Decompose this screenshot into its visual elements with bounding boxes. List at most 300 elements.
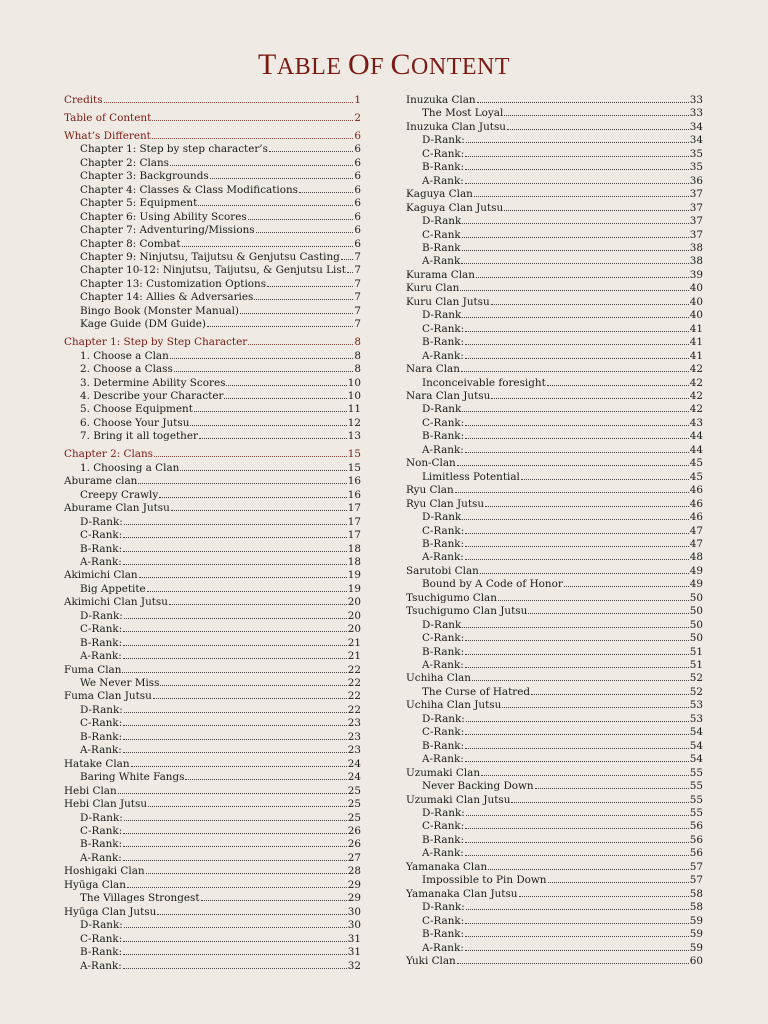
toc-entry[interactable] xyxy=(64,664,361,677)
toc-entry-label: B-Rank: xyxy=(422,537,465,550)
toc-entry[interactable] xyxy=(406,148,703,161)
toc-entry-page: 53 xyxy=(689,712,703,725)
dot-leader xyxy=(564,578,689,587)
toc-entry[interactable] xyxy=(406,390,703,403)
toc-entry-page: 44 xyxy=(689,430,703,443)
toc-entry[interactable] xyxy=(64,623,361,636)
toc-entry-page: 32 xyxy=(347,959,361,972)
toc-entry[interactable] xyxy=(406,417,703,430)
toc-entry-page: 55 xyxy=(689,780,703,793)
toc-entry[interactable] xyxy=(406,713,703,726)
dot-leader xyxy=(462,511,688,520)
toc-entry[interactable] xyxy=(406,726,703,739)
dot-leader xyxy=(159,489,347,498)
toc-entry-page: 54 xyxy=(689,726,703,739)
toc-entry[interactable] xyxy=(406,847,703,860)
toc-entry[interactable] xyxy=(64,184,361,197)
dot-leader xyxy=(465,753,689,762)
toc-entry-page: 17 xyxy=(347,515,361,528)
toc-entry[interactable] xyxy=(406,188,703,201)
dot-leader xyxy=(507,121,689,130)
dot-leader xyxy=(210,170,354,179)
toc-entry-label: B-Rank: xyxy=(422,928,465,941)
toc-entry[interactable] xyxy=(64,251,361,264)
dot-leader xyxy=(146,865,347,874)
toc-entry-page: 21 xyxy=(347,636,361,649)
toc-entry[interactable] xyxy=(406,323,703,336)
toc-entry-label: Akimichi Clan Jutsu xyxy=(64,596,168,609)
toc-entry-label: Hoshigaki Clan xyxy=(64,865,145,878)
toc-section-entry[interactable] xyxy=(64,112,361,125)
toc-entry[interactable] xyxy=(64,462,361,475)
toc-entry-label: A-Rank: xyxy=(422,941,464,954)
dot-leader xyxy=(462,215,688,224)
toc-entry[interactable] xyxy=(406,403,703,416)
toc-entry-label: A-Rank: xyxy=(422,443,464,456)
toc-entry[interactable] xyxy=(406,350,703,363)
dot-leader xyxy=(460,282,688,291)
toc-entry[interactable] xyxy=(406,215,703,228)
toc-entry-label: B-Rank xyxy=(422,241,461,254)
toc-entry[interactable] xyxy=(406,498,703,511)
toc-entry-page: 55 xyxy=(689,807,703,820)
toc-entry[interactable] xyxy=(406,834,703,847)
dot-leader xyxy=(462,229,689,238)
toc-entry-page: 15 xyxy=(347,461,361,474)
toc-entry[interactable] xyxy=(64,798,361,811)
toc-entry[interactable] xyxy=(64,291,361,304)
toc-entry[interactable] xyxy=(64,403,361,416)
toc-entry-page: 6 xyxy=(354,156,361,169)
dot-leader xyxy=(123,529,347,538)
toc-entry-label: D-Rank: xyxy=(80,515,123,528)
toc-entry-page: 29 xyxy=(347,892,361,905)
toc-entry-label: Uchiha Clan xyxy=(406,672,471,685)
toc-entry[interactable] xyxy=(406,686,703,699)
toc-entry[interactable] xyxy=(406,928,703,941)
dot-leader xyxy=(123,731,347,740)
dot-leader xyxy=(465,820,689,829)
toc-entry[interactable] xyxy=(406,296,703,309)
toc-entry[interactable] xyxy=(64,417,361,430)
toc-entry[interactable] xyxy=(64,892,361,905)
toc-entry[interactable] xyxy=(64,637,361,650)
toc-entry[interactable] xyxy=(64,906,361,919)
toc-entry-label: C-Rank: xyxy=(80,932,123,945)
toc-entry[interactable] xyxy=(64,812,361,825)
toc-entry[interactable] xyxy=(406,94,703,107)
toc-entry[interactable] xyxy=(64,785,361,798)
dot-leader xyxy=(240,305,353,314)
dot-leader xyxy=(201,892,347,901)
toc-entry-label: D-Rank: xyxy=(80,703,123,716)
toc-entry-label: 6. Choose Your Jutsu xyxy=(80,416,190,429)
toc-entry-label: B-Rank: xyxy=(422,336,465,349)
toc-entry[interactable] xyxy=(406,820,703,833)
toc-entry[interactable] xyxy=(64,771,361,784)
toc-entry-label: C-Rank: xyxy=(422,726,465,739)
toc-entry-page: 22 xyxy=(347,690,361,703)
toc-entry-label: Hebi Clan Jutsu xyxy=(64,798,148,811)
dot-leader xyxy=(548,874,689,883)
dot-leader xyxy=(152,130,354,139)
toc-entry[interactable] xyxy=(406,484,703,497)
page-title xyxy=(0,48,768,82)
toc-entry-label: C-Rank: xyxy=(422,820,465,833)
title-word-initial: T xyxy=(257,48,277,81)
toc-entry[interactable] xyxy=(64,933,361,946)
toc-entry[interactable] xyxy=(406,632,703,645)
dot-leader xyxy=(465,525,689,534)
toc-entry[interactable] xyxy=(64,390,361,403)
toc-entry[interactable] xyxy=(406,107,703,120)
dot-leader xyxy=(174,363,354,372)
toc-entry-label: 7. Bring it all together xyxy=(80,430,198,443)
toc-entry-label: The Villages Strongest xyxy=(80,892,200,905)
toc-entry[interactable] xyxy=(64,224,361,237)
toc-entry[interactable] xyxy=(64,569,361,582)
toc-entry[interactable] xyxy=(64,596,361,609)
toc-entry-page: 22 xyxy=(347,703,361,716)
toc-entry-page: 38 xyxy=(689,241,703,254)
toc-section-entry[interactable] xyxy=(64,130,361,143)
toc-entry[interactable] xyxy=(406,955,703,968)
toc-section-entry[interactable] xyxy=(64,336,361,349)
toc-section-entry[interactable] xyxy=(64,94,361,107)
toc-entry[interactable] xyxy=(64,731,361,744)
toc-entry-page: 23 xyxy=(347,730,361,743)
toc-entry-page: 53 xyxy=(689,699,703,712)
toc-entry-page: 29 xyxy=(347,878,361,891)
toc-entry-label: Chapter 1: Step by step character’s xyxy=(80,143,268,156)
toc-entry-label: A-Rank: xyxy=(422,659,464,672)
toc-entry-label: Chapter 2: Clans xyxy=(64,448,153,461)
toc-entry-label: Credits xyxy=(64,94,103,106)
dot-leader xyxy=(269,143,353,152)
toc-entry[interactable] xyxy=(64,430,361,443)
toc-entry-page: 6 xyxy=(354,183,361,196)
toc-entry[interactable] xyxy=(64,825,361,838)
toc-entry[interactable] xyxy=(64,960,361,973)
toc-section-entry[interactable] xyxy=(64,448,361,461)
toc-entry-page: 51 xyxy=(689,645,703,658)
toc-entry-page: 7 xyxy=(354,304,361,317)
toc-entry-label: Inuzuka Clan xyxy=(406,94,476,106)
toc-entry-page: 6 xyxy=(354,237,361,250)
toc-entry-label: Chapter 9: Ninjutsu, Taijutsu & Genjutsu Casting xyxy=(80,250,340,263)
toc-entry[interactable] xyxy=(64,650,361,663)
dot-leader xyxy=(457,457,689,466)
toc-entry-page: 10 xyxy=(347,390,361,403)
dot-leader xyxy=(124,610,347,619)
toc-entry[interactable] xyxy=(406,605,703,618)
toc-entry-page: 40 xyxy=(689,295,703,308)
toc-entry-page: 30 xyxy=(347,919,361,932)
toc-entry[interactable] xyxy=(64,197,361,210)
toc-entry-page: 50 xyxy=(689,591,703,604)
toc-entry-page: 31 xyxy=(347,946,361,959)
toc-entry-label: Chapter 3: Backgrounds xyxy=(80,170,209,183)
toc-entry[interactable] xyxy=(64,543,361,556)
toc-entry[interactable] xyxy=(406,901,703,914)
toc-entry[interactable] xyxy=(64,610,361,623)
toc-entry-page: 13 xyxy=(347,430,361,443)
dot-leader xyxy=(531,686,689,695)
toc-entry-page: 7 xyxy=(354,277,361,290)
toc-entry[interactable] xyxy=(64,529,361,542)
toc-entry-label: Yamanaka Clan Jutsu xyxy=(406,887,518,900)
toc-entry-label: Chapter 14: Allies & Adversaries xyxy=(80,291,254,304)
dot-leader xyxy=(267,278,353,287)
toc-entry-label: B-Rank: xyxy=(422,739,465,752)
toc-entry-label: D-Rank: xyxy=(422,712,465,725)
dot-leader xyxy=(462,619,688,628)
toc-entry[interactable] xyxy=(64,516,361,529)
title-word-initial: C xyxy=(390,48,412,81)
toc-entry[interactable] xyxy=(64,852,361,865)
toc-entry[interactable] xyxy=(64,238,361,251)
dot-leader xyxy=(131,758,347,767)
dot-leader xyxy=(123,852,347,861)
toc-entry[interactable] xyxy=(64,157,361,170)
dot-leader xyxy=(199,430,347,439)
toc-entry[interactable] xyxy=(64,489,361,502)
toc-entry-label: Inuzuka Clan Jutsu xyxy=(406,120,506,133)
toc-entry[interactable] xyxy=(64,838,361,851)
toc-entry-label: 5. Choose Equipment xyxy=(80,403,193,416)
toc-entry-page: 56 xyxy=(689,847,703,860)
toc-entry-label: C-Rank: xyxy=(80,623,123,636)
toc-entry-label: Kage Guide (DM Guide) xyxy=(80,318,206,331)
toc-entry-page: 37 xyxy=(689,188,703,201)
toc-entry-label: The Most Loyal xyxy=(422,107,504,120)
toc-entry[interactable] xyxy=(406,121,703,134)
toc-entry[interactable] xyxy=(64,502,361,515)
toc-entry-label: Tsuchigumo Clan Jutsu xyxy=(406,605,528,618)
dot-leader xyxy=(465,175,689,184)
toc-entry[interactable] xyxy=(406,538,703,551)
toc-entry[interactable] xyxy=(406,646,703,659)
toc-entry[interactable] xyxy=(406,336,703,349)
toc-entry[interactable] xyxy=(406,229,703,242)
toc-entry-label: Akimichi Clan xyxy=(64,569,138,582)
dot-leader xyxy=(477,94,689,103)
toc-entry[interactable] xyxy=(64,377,361,390)
toc-entry[interactable] xyxy=(406,255,703,268)
toc-entry-page: 23 xyxy=(347,744,361,757)
toc-entry-page: 15 xyxy=(347,448,361,461)
toc-entry-label: Chapter 2: Clans xyxy=(80,156,169,169)
toc-entry[interactable] xyxy=(64,264,361,277)
toc-entry-page: 6 xyxy=(354,170,361,183)
toc-entry-page: 46 xyxy=(689,511,703,524)
toc-entry[interactable] xyxy=(406,578,703,591)
toc-entry[interactable] xyxy=(64,143,361,156)
dot-leader xyxy=(465,323,689,332)
toc-entry[interactable] xyxy=(406,888,703,901)
toc-entry[interactable] xyxy=(406,363,703,376)
toc-entry-label: Hebi Clan xyxy=(64,784,117,797)
dot-leader xyxy=(465,726,689,735)
toc-entry[interactable] xyxy=(64,318,361,331)
toc-entry-page: 47 xyxy=(689,537,703,550)
toc-entry[interactable] xyxy=(64,475,361,488)
toc-entry-label: Chapter 6: Using Ability Scores xyxy=(80,210,247,223)
toc-entry-label: Sarutobi Clan xyxy=(406,564,479,577)
dot-leader xyxy=(465,350,689,359)
toc-entry[interactable] xyxy=(64,758,361,771)
toc-entry-page: 2 xyxy=(354,111,361,124)
dot-leader xyxy=(160,677,346,686)
toc-entry[interactable] xyxy=(406,309,703,322)
dot-leader xyxy=(480,565,689,574)
toc-entry[interactable] xyxy=(64,744,361,757)
toc-entry-page: 43 xyxy=(689,416,703,429)
toc-entry-page: 23 xyxy=(347,717,361,730)
toc-entry-label: Kuru Clan xyxy=(406,282,460,295)
toc-entry[interactable] xyxy=(64,170,361,183)
toc-entry[interactable] xyxy=(406,175,703,188)
toc-entry-label: Chapter 5: Equipment xyxy=(80,197,198,210)
toc-entry-page: 33 xyxy=(689,94,703,106)
toc-entry[interactable] xyxy=(64,946,361,959)
dot-leader xyxy=(465,646,689,655)
toc-entry[interactable] xyxy=(406,134,703,147)
toc-entry-label: A-Rank xyxy=(422,255,461,268)
toc-entry-label: C-Rank: xyxy=(80,529,123,542)
toc-entry[interactable] xyxy=(406,699,703,712)
toc-entry[interactable] xyxy=(406,525,703,538)
toc-entry-label: Kurama Clan xyxy=(406,268,475,281)
toc-entry[interactable] xyxy=(406,619,703,632)
toc-entry-label: B-Rank: xyxy=(422,833,465,846)
toc-entry[interactable] xyxy=(406,780,703,793)
toc-entry[interactable] xyxy=(406,794,703,807)
toc-entry-page: 7 xyxy=(354,250,361,263)
toc-entry[interactable] xyxy=(406,511,703,524)
toc-entry-page: 37 xyxy=(689,215,703,228)
toc-entry[interactable] xyxy=(406,202,703,215)
toc-entry[interactable] xyxy=(406,242,703,255)
toc-entry[interactable] xyxy=(406,377,703,390)
toc-entry[interactable] xyxy=(406,672,703,685)
dot-leader xyxy=(123,825,347,834)
toc-entry-label: Hyūga Clan Jutsu xyxy=(64,905,157,918)
toc-entry[interactable] xyxy=(64,919,361,932)
toc-entry-page: 59 xyxy=(689,941,703,954)
toc-entry-page: 52 xyxy=(689,672,703,685)
dot-leader xyxy=(504,202,689,211)
toc-entry[interactable] xyxy=(406,565,703,578)
dot-leader xyxy=(138,475,346,484)
dot-leader xyxy=(504,107,688,116)
toc-entry[interactable] xyxy=(406,457,703,470)
toc-entry-label: C-Rank: xyxy=(422,147,465,160)
dot-leader xyxy=(124,516,347,525)
toc-entry-label: A-Rank: xyxy=(80,959,122,972)
toc-entry[interactable] xyxy=(64,363,361,376)
toc-entry-label: C-Rank xyxy=(422,228,461,241)
toc-entry[interactable] xyxy=(406,444,703,457)
toc-entry-page: 35 xyxy=(689,161,703,174)
toc-entry[interactable] xyxy=(406,874,703,887)
toc-entry[interactable] xyxy=(406,767,703,780)
dot-leader xyxy=(152,112,353,121)
toc-entry[interactable] xyxy=(406,551,703,564)
toc-entry-page: 26 xyxy=(347,825,361,838)
toc-entry[interactable] xyxy=(406,161,703,174)
toc-entry[interactable] xyxy=(64,865,361,878)
toc-entry[interactable] xyxy=(64,704,361,717)
toc-entry-label: B-Rank: xyxy=(422,430,465,443)
toc-entry-page: 24 xyxy=(347,757,361,770)
toc-entry-page: 20 xyxy=(347,609,361,622)
toc-entry[interactable] xyxy=(406,807,703,820)
toc-entry[interactable] xyxy=(406,592,703,605)
toc-entry[interactable] xyxy=(64,211,361,224)
toc-entry-label: 1. Choosing a Clan xyxy=(80,461,180,474)
toc-entry[interactable] xyxy=(64,690,361,703)
toc-entry-page: 6 xyxy=(354,224,361,237)
toc-entry[interactable] xyxy=(406,282,703,295)
dot-leader xyxy=(123,543,347,552)
toc-entry-label: Yamanaka Clan xyxy=(406,860,488,873)
dot-leader xyxy=(465,847,689,856)
toc-entry[interactable] xyxy=(406,753,703,766)
toc-entry-page: 16 xyxy=(347,475,361,488)
toc-entry-label: B-Rank: xyxy=(80,636,123,649)
toc-entry[interactable] xyxy=(64,879,361,892)
toc-entry[interactable] xyxy=(406,471,703,484)
toc-entry-page: 52 xyxy=(689,685,703,698)
toc-entry-page: 50 xyxy=(689,605,703,618)
toc-entry[interactable] xyxy=(64,583,361,596)
toc-entry-page: 6 xyxy=(354,143,361,156)
toc-entry-label: Nara Clan xyxy=(406,363,460,376)
toc-entry-page: 58 xyxy=(689,887,703,900)
toc-entry-label: Chapter 13: Customization Options xyxy=(80,277,267,290)
toc-entry-page: 8 xyxy=(354,349,361,362)
dot-leader xyxy=(123,946,347,955)
toc-entry-label: D-Rank xyxy=(422,309,462,322)
toc-entry-label: D-Rank: xyxy=(80,811,123,824)
toc-entry[interactable] xyxy=(64,305,361,318)
toc-entry-page: 42 xyxy=(689,376,703,389)
toc-entry[interactable] xyxy=(64,350,361,363)
toc-entry[interactable] xyxy=(406,740,703,753)
toc-entry[interactable] xyxy=(406,915,703,928)
dot-leader xyxy=(248,211,354,220)
toc-entry[interactable] xyxy=(64,556,361,569)
dot-leader xyxy=(465,915,689,924)
toc-entry[interactable] xyxy=(64,677,361,690)
toc-entry-page: 18 xyxy=(347,542,361,555)
toc-entry-page: 60 xyxy=(689,955,703,967)
dot-leader xyxy=(198,197,353,206)
toc-entry-label: 1. Choose a Clan xyxy=(80,349,169,362)
toc-entry[interactable] xyxy=(406,269,703,282)
toc-entry[interactable] xyxy=(406,861,703,874)
toc-entry-page: 30 xyxy=(347,905,361,918)
toc-entry-label: D-Rank: xyxy=(422,134,465,147)
toc-entry[interactable] xyxy=(64,278,361,291)
toc-entry[interactable] xyxy=(64,717,361,730)
toc-entry[interactable] xyxy=(406,659,703,672)
toc-entry-page: 25 xyxy=(347,798,361,811)
dot-leader xyxy=(465,538,689,547)
toc-entry[interactable] xyxy=(406,430,703,443)
toc-entry[interactable] xyxy=(406,942,703,955)
